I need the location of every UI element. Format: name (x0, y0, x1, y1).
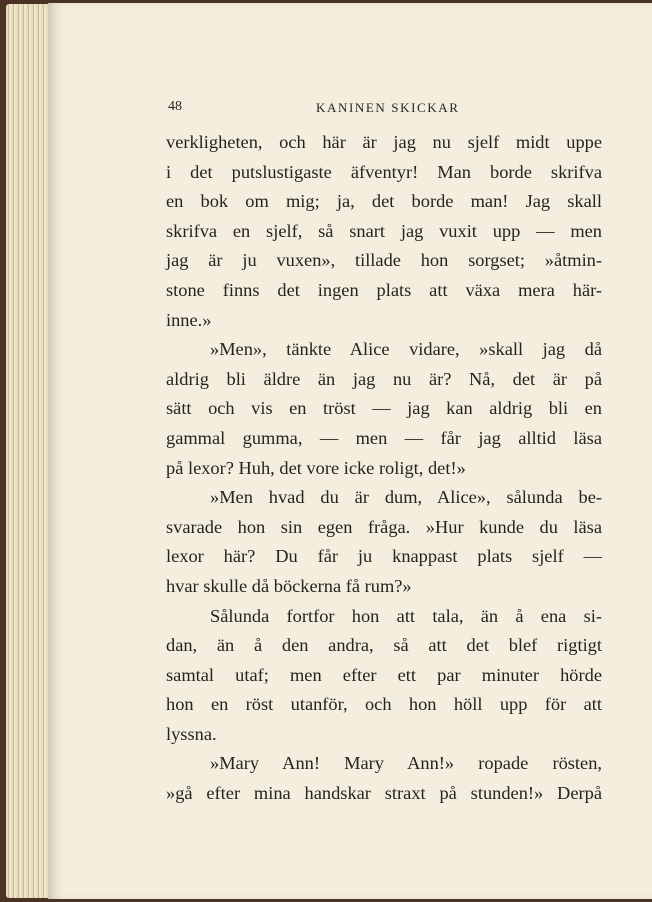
text-line: aldrig bli äldre än jag nu är? Nå, det är på (166, 368, 602, 389)
text-line: inne.» (166, 309, 212, 330)
text-line: lexor här? Du får ju knappast plats sjelf — (166, 546, 602, 567)
text-line: dan, än å den andra, så att det blef rigtigt (166, 635, 602, 656)
text-line: på lexor? Huh, det vore icke roligt, det!» (166, 457, 466, 478)
text-line: »gå efter mina handskar straxt på stunden!» Derpå (166, 783, 602, 804)
text-line: »Men», tänkte Alice vidare, »skall jag då (210, 339, 602, 360)
text-line: lyssna. (166, 723, 217, 744)
text-line: stone finns det ingen plats att växa mera här- (166, 279, 602, 300)
text-line: »Mary Ann! Mary Ann!» ropade rösten, (210, 753, 602, 774)
text-line: svarade hon sin egen fråga. »Hur kunde du läsa (166, 516, 602, 537)
text-line: skrifva en sjelf, så snart jag vuxit upp — men (166, 220, 602, 241)
text-line: Sålunda fortfor hon att tala, än å ena si- (210, 605, 602, 626)
text-line: hvar skulle då böckerna få rum?» (166, 575, 412, 596)
text-line: en bok om mig; ja, det borde man! Jag skall (166, 191, 602, 212)
text-line: »Men hvad du är dum, Alice», sålunda be- (210, 487, 602, 508)
page-header (168, 99, 602, 121)
text-line: hon en röst utanför, och hon höll upp för att (166, 694, 602, 715)
text-line: samtal utaf; men efter ett par minuter hörde (166, 664, 602, 685)
text-line: gammal gumma, — men — får jag alltid läsa (166, 427, 602, 448)
text-line: i det putslustigaste äfventyr! Man borde skrifva (166, 161, 602, 182)
page-edges (6, 4, 52, 898)
text-line: sätt och vis en tröst — jag kan aldrig bli en (166, 398, 602, 419)
text-line: jag är ju vuxen», tillade hon sorgset; »åtmin- (166, 250, 602, 271)
page-number: 48 (168, 99, 182, 114)
running-head: KANINEN SKICKAR (316, 100, 460, 115)
body-text (166, 128, 602, 809)
text-line: verkligheten, och här är jag nu sjelf midt uppe (166, 132, 602, 152)
